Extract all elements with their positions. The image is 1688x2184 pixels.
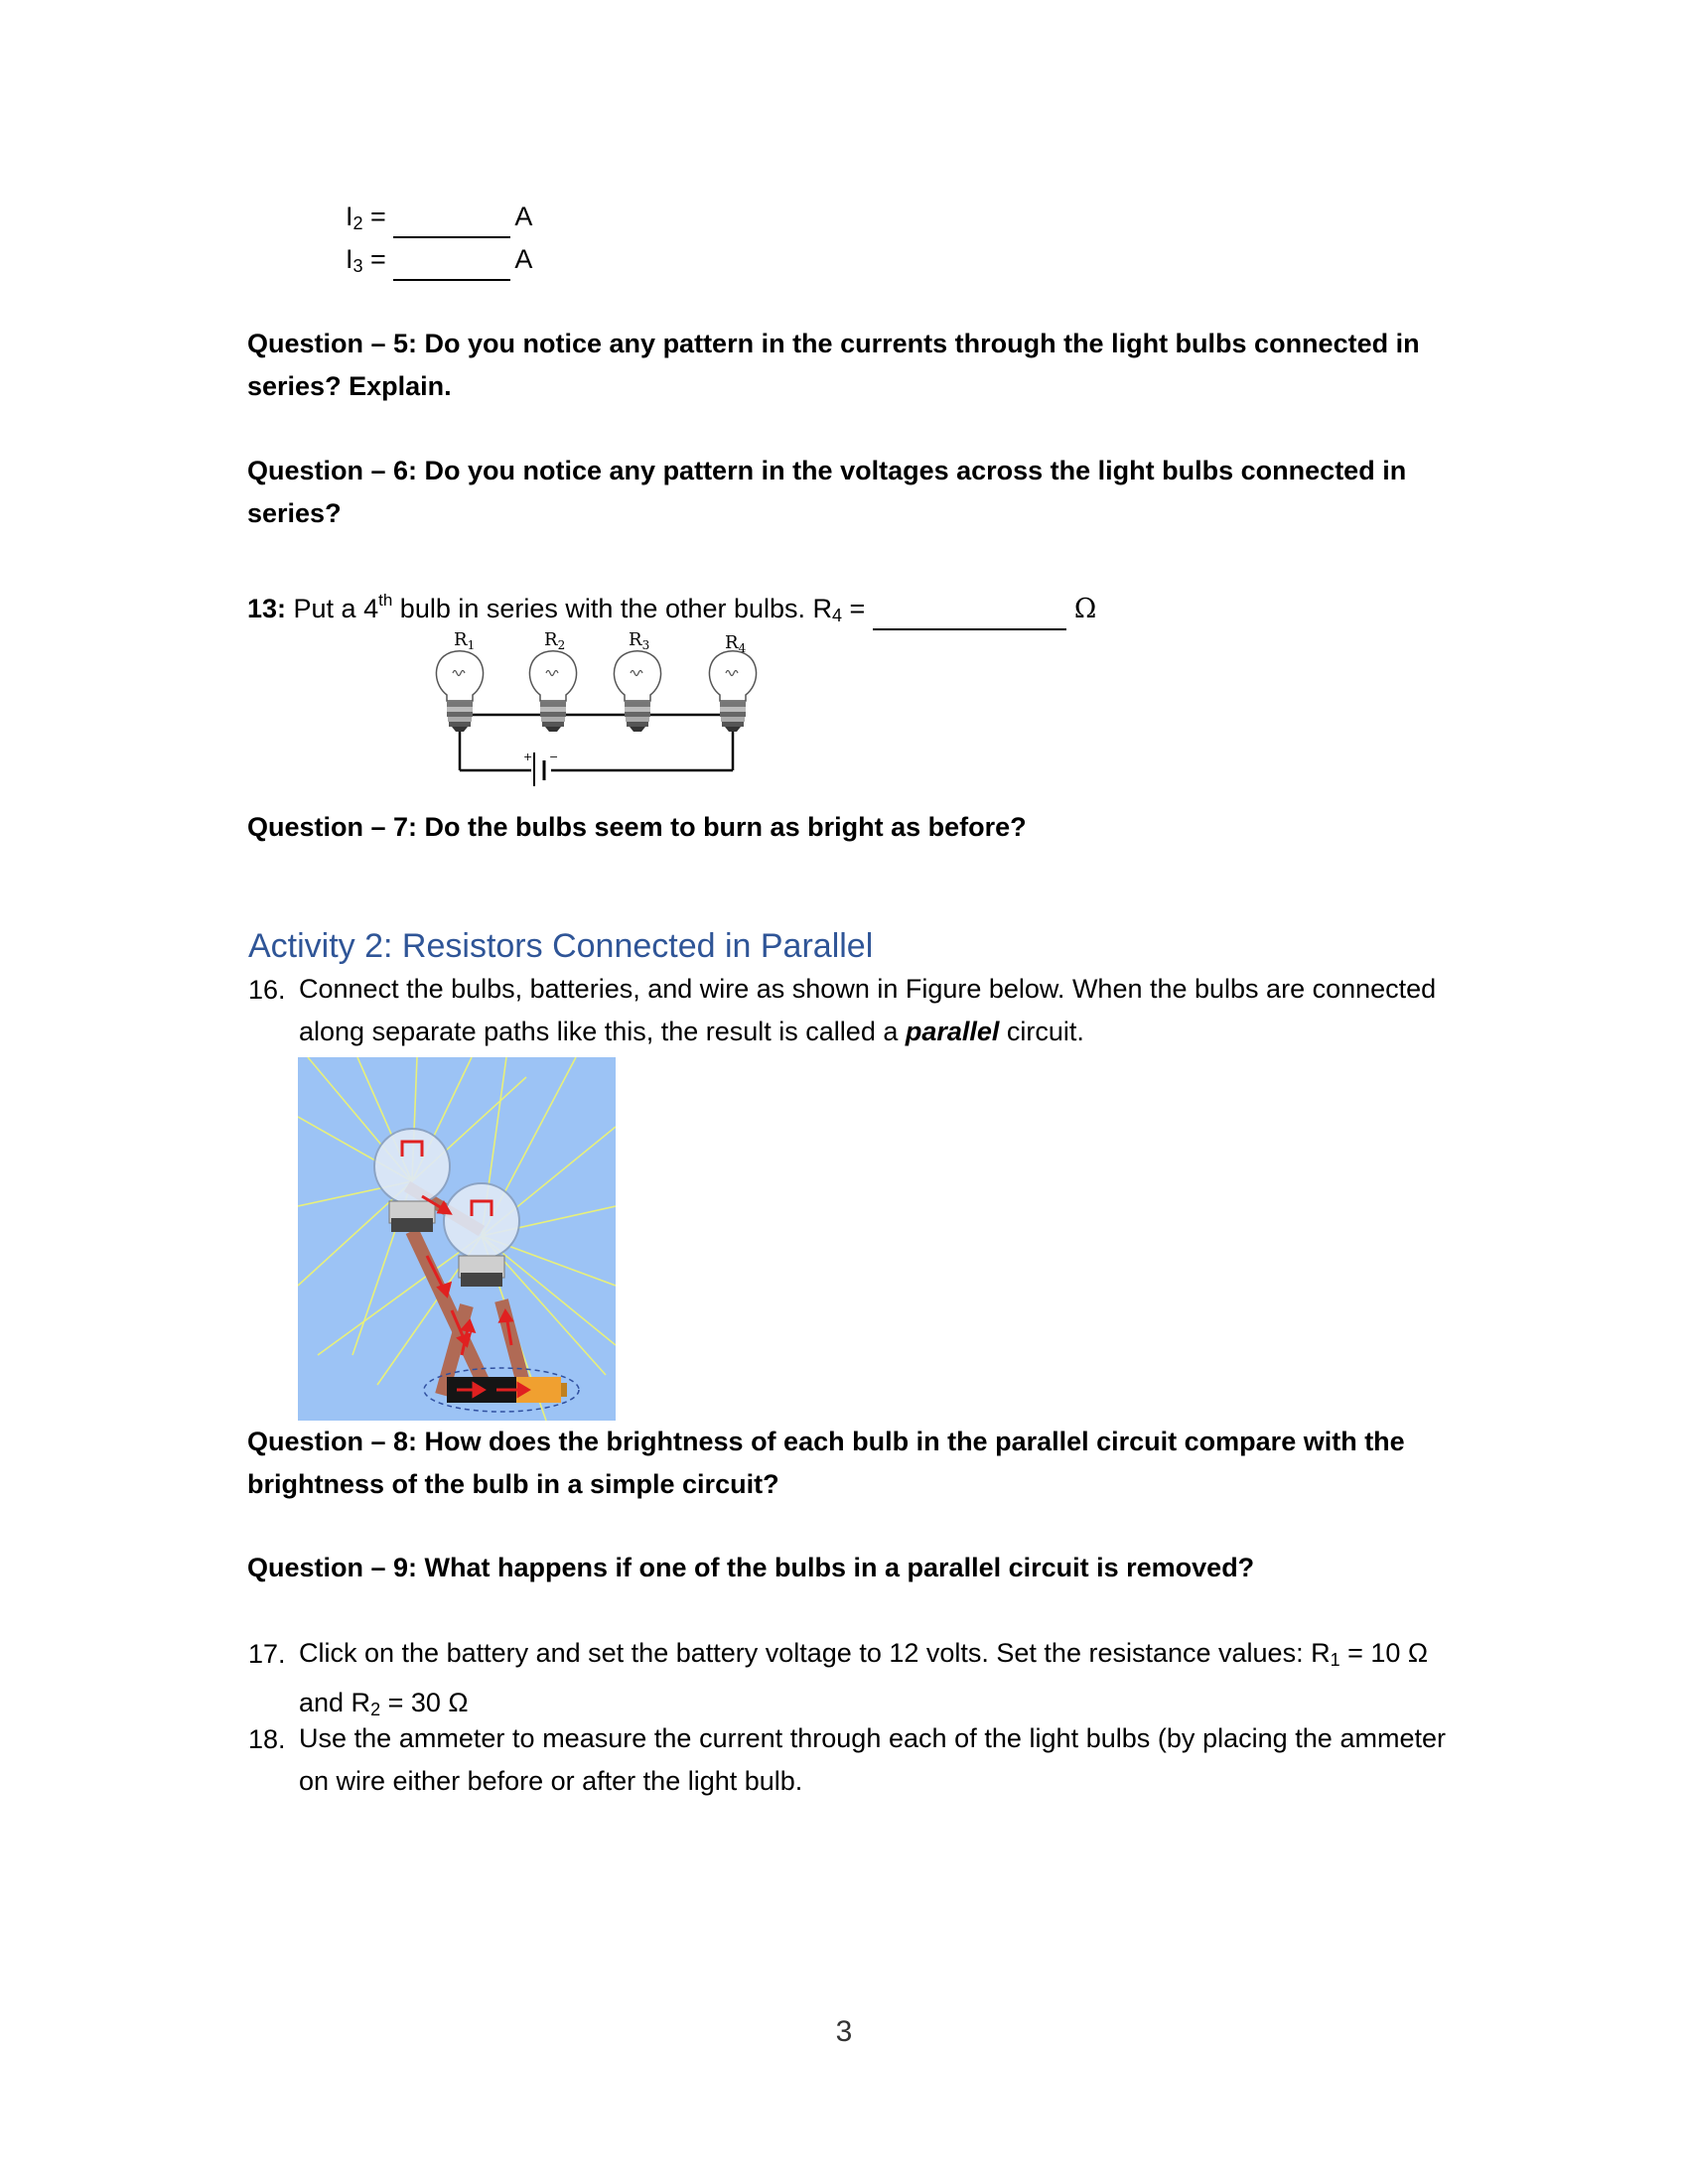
parallel-circuit-figure [298, 1057, 616, 1421]
question-7: Question – 7: Do the bulbs seem to burn as bright as before? [247, 812, 1027, 842]
question-6: Question – 6: Do you notice any pattern in the voltages across the light bulbs connected in series? [247, 456, 1407, 528]
i2-answer-blank[interactable] [393, 197, 510, 238]
superscript: th [378, 591, 393, 610]
step-text: circuit. [999, 1017, 1084, 1046]
bulb-r4 [709, 651, 756, 732]
bulb-r3 [614, 651, 660, 732]
unit-amp: A [514, 202, 533, 231]
subscript: 2 [370, 1700, 381, 1719]
series-circuit-diagram [427, 623, 765, 787]
equals-sign: = [362, 202, 394, 231]
subscript: 4 [832, 606, 843, 625]
equals-sign: = [362, 244, 394, 274]
parallel-emphasis: parallel [905, 1017, 1000, 1046]
page-number: 3 [835, 2015, 853, 2048]
bulb-r2 [529, 651, 576, 732]
step-18-text: Use the ammeter to measure the current through each of the light bulbs (by placing the ammeter on wire either before or after the light bulb. [299, 1723, 1446, 1796]
current-i2-line [346, 197, 532, 243]
subscript: 1 [1330, 1650, 1340, 1670]
battery-minus-label: − [549, 751, 559, 763]
bulb-r1 [436, 651, 483, 732]
step-text: Connect the bulbs, batteries, and wire as shown in Figure below. When the bulbs are connected along separate paths like this, the result is called a [299, 974, 1437, 1046]
label-r1: $R_1$ [454, 629, 476, 652]
current-subscript: 2 [352, 213, 363, 233]
step-text: bulb in series with the other bulbs. R [392, 594, 833, 623]
current-label: I [346, 244, 353, 274]
unit-ohm: Ω [1073, 594, 1097, 624]
step-17-number: 17. [248, 1639, 286, 1669]
step-number: 13: [247, 594, 287, 623]
current-i3-line [346, 239, 532, 286]
i3-answer-blank[interactable] [393, 239, 510, 281]
step-16-text [299, 968, 1446, 1053]
question-8: Question – 8: How does the brightness of each bulb in the parallel circuit compare with the brightness of the bulb in a simple circuit? [247, 1427, 1405, 1499]
label-r3: $R_3$ [629, 629, 650, 652]
battery-plus-label: + [523, 751, 533, 763]
step-text: = 10 Ω and R [299, 1638, 1429, 1717]
question-9: Question – 9: What happens if one of the bulbs in a parallel circuit is removed? [247, 1553, 1255, 1582]
current-label: I [346, 202, 353, 231]
label-r4: $R_4$ [725, 632, 747, 655]
label-r2: $R_2$ [544, 629, 566, 652]
unit-amp: A [514, 244, 533, 274]
current-subscript: 3 [352, 256, 363, 276]
r4-answer-blank[interactable] [873, 589, 1066, 630]
step-16-number: 16. [248, 975, 286, 1005]
step-text: Put a 4 [286, 594, 379, 623]
equals-sign: = [842, 594, 873, 623]
activity-2-heading: Activity 2: Resistors Connected in Parallel [248, 927, 874, 965]
step-17-text [299, 1632, 1446, 1731]
question-5: Question – 5: Do you notice any pattern in the currents through the light bulbs connected in series? Explain. [247, 329, 1420, 401]
step-18-number: 18. [248, 1724, 286, 1754]
step-text: = 30 Ω [380, 1688, 469, 1717]
step-text: Click on the battery and set the battery voltage to 12 volts. Set the resistance values: R [299, 1638, 1331, 1668]
